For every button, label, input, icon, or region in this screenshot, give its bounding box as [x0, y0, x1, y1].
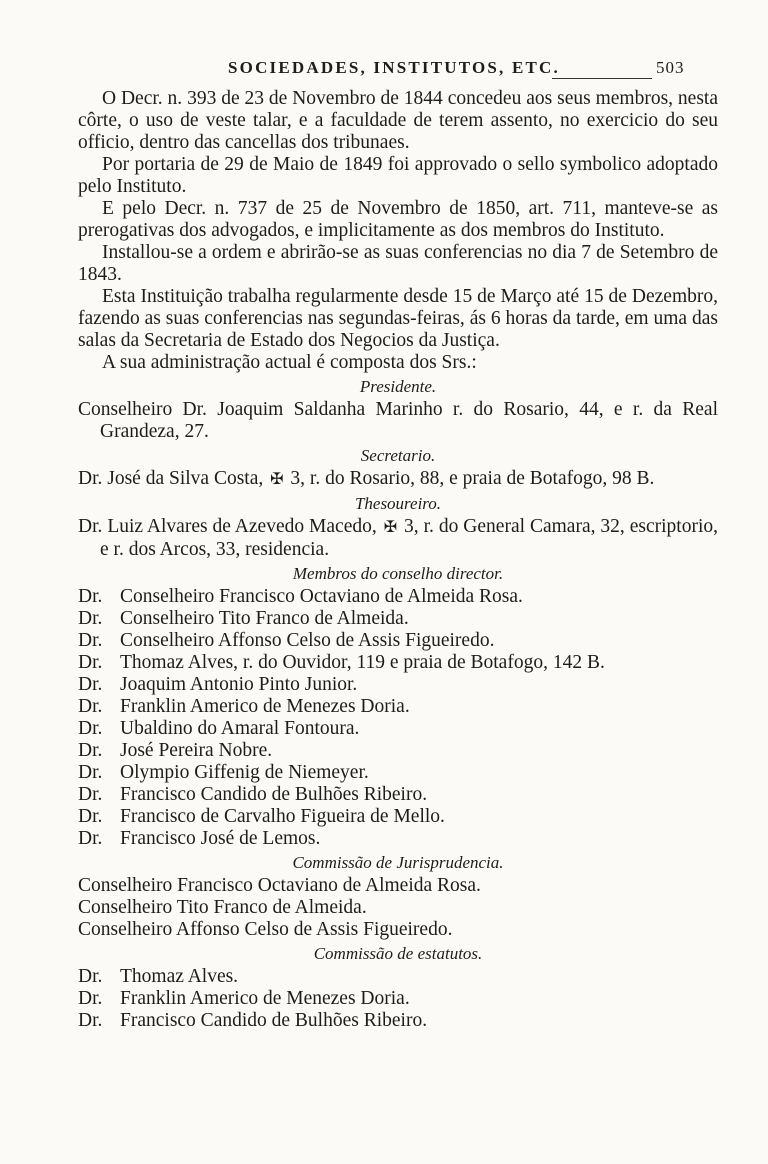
- paragraph-installation: Installou-se a ordem e abrirão-se as suas conferencias no dia 7 de Setembro de 1843.: [78, 242, 718, 285]
- running-header: [228, 58, 738, 78]
- list-item: Conselheiro Francisco Octaviano de Almeida Rosa.: [78, 875, 481, 896]
- paragraph-portaria-1849: Por portaria de 29 de Maio de 1849 foi approvado o sello symbolico adoptado pelo Instituto.: [78, 154, 718, 197]
- jurisprudencia-list: [78, 875, 718, 941]
- list-item: Dr. Joaquim Antonio Pinto Junior.: [78, 674, 358, 695]
- list-item: Conselheiro Affonso Celso de Assis Figueiredo.: [78, 919, 453, 940]
- heading-commissao-estatutos: Commissão de estatutos.: [313, 944, 483, 963]
- entry-thesoureiro: [78, 516, 718, 561]
- heading-presidente: Presidente.: [359, 377, 437, 396]
- list-item: Dr. Olympio Giffenig de Niemeyer.: [78, 762, 369, 783]
- paragraph-administration: A sua administração actual é composta dos Srs.:: [102, 352, 477, 373]
- list-item: Dr. Francisco Candido de Bulhões Ribeiro.: [78, 1010, 428, 1031]
- thesoureiro-name: Dr. Luiz Alvares de Azevedo Macedo,: [78, 516, 377, 537]
- thesoureiro-address: 3, r. do General Camara, 32, escriptorio, e r. dos Arcos, 33, residencia.: [100, 516, 719, 560]
- list-item: Dr. Thomaz Alves, r. do Ouvidor, 119 e praia de Botafogo, 142 B.: [78, 652, 605, 673]
- list-item: Dr. Francisco Candido de Bulhões Ribeiro.: [78, 784, 428, 805]
- list-item: Dr. Francisco José de Lemos.: [78, 828, 321, 849]
- entry-presidente: Conselheiro Dr. Joaquim Saldanha Marinho r. do Rosario, 44, e r. da Real Grandeza, 27.: [78, 399, 718, 442]
- heading-commissao-jurisprudencia: Commissão de Jurisprudencia.: [292, 853, 504, 872]
- secretario-name: Dr. José da Silva Costa,: [78, 468, 264, 489]
- list-item: Dr. Franklin Americo de Menezes Doria.: [78, 988, 410, 1009]
- conselho-director-list: [78, 586, 718, 850]
- list-item: Dr. Ubaldino do Amaral Fontoura.: [78, 718, 360, 739]
- paragraph-decree-1844: O Decr. n. 393 de 23 de Novembro de 1844 concedeu aos seus membros, nesta côrte, o uso de veste talar, e a faculdade de terem assento, no exercicio do seu officio, dentro das cancellas dos tribunaes.: [78, 88, 718, 153]
- estatutos-list: [78, 966, 718, 1032]
- page-body: [78, 88, 718, 1032]
- list-item: Conselheiro Tito Franco de Almeida.: [78, 897, 367, 918]
- cross-icon: ✠: [383, 519, 398, 536]
- heading-thesoureiro: Thesoureiro.: [354, 494, 442, 513]
- list-item: Dr. Conselheiro Tito Franco de Almeida.: [78, 608, 409, 629]
- list-item: Dr. Conselheiro Francisco Octaviano de Almeida Rosa.: [78, 586, 523, 607]
- header-rule: [552, 78, 652, 79]
- paragraph-decree-1850: E pelo Decr. n. 737 de 25 de Novembro de 1850, art. 711, manteve-se as prerogativas dos advogados, e implicitamente as dos membros do Instituto.: [78, 198, 718, 241]
- header-title: SOCIEDADES, INSTITUTOS, ETC.: [228, 58, 560, 77]
- list-item: Dr. Conselheiro Affonso Celso de Assis Figueiredo.: [78, 630, 495, 651]
- heading-conselho-director: Membros do conselho director.: [292, 564, 504, 583]
- entry-secretario: [78, 468, 718, 491]
- list-item: Dr. Thomaz Alves.: [78, 966, 239, 987]
- cross-icon: ✠: [270, 471, 284, 488]
- list-item: Dr. Franklin Americo de Menezes Doria.: [78, 696, 410, 717]
- heading-secretario: Secretario.: [360, 446, 436, 465]
- page-number: 503: [656, 58, 685, 77]
- list-item: Dr. Francisco de Carvalho Figueira de Mello.: [78, 806, 445, 827]
- secretario-address: 3, r. do Rosario, 88, e praia de Botafogo, 98 B.: [290, 468, 655, 489]
- list-item: Dr. José Pereira Nobre.: [78, 740, 273, 761]
- paragraph-schedule: Esta Instituição trabalha regularmente desde 15 de Março até 15 de Dezembro, fazendo as suas conferencias nas segundas-feiras, ás 6 horas da tarde, em uma das salas da Secretaria de Estado dos Negocios da Justiça.: [78, 286, 718, 351]
